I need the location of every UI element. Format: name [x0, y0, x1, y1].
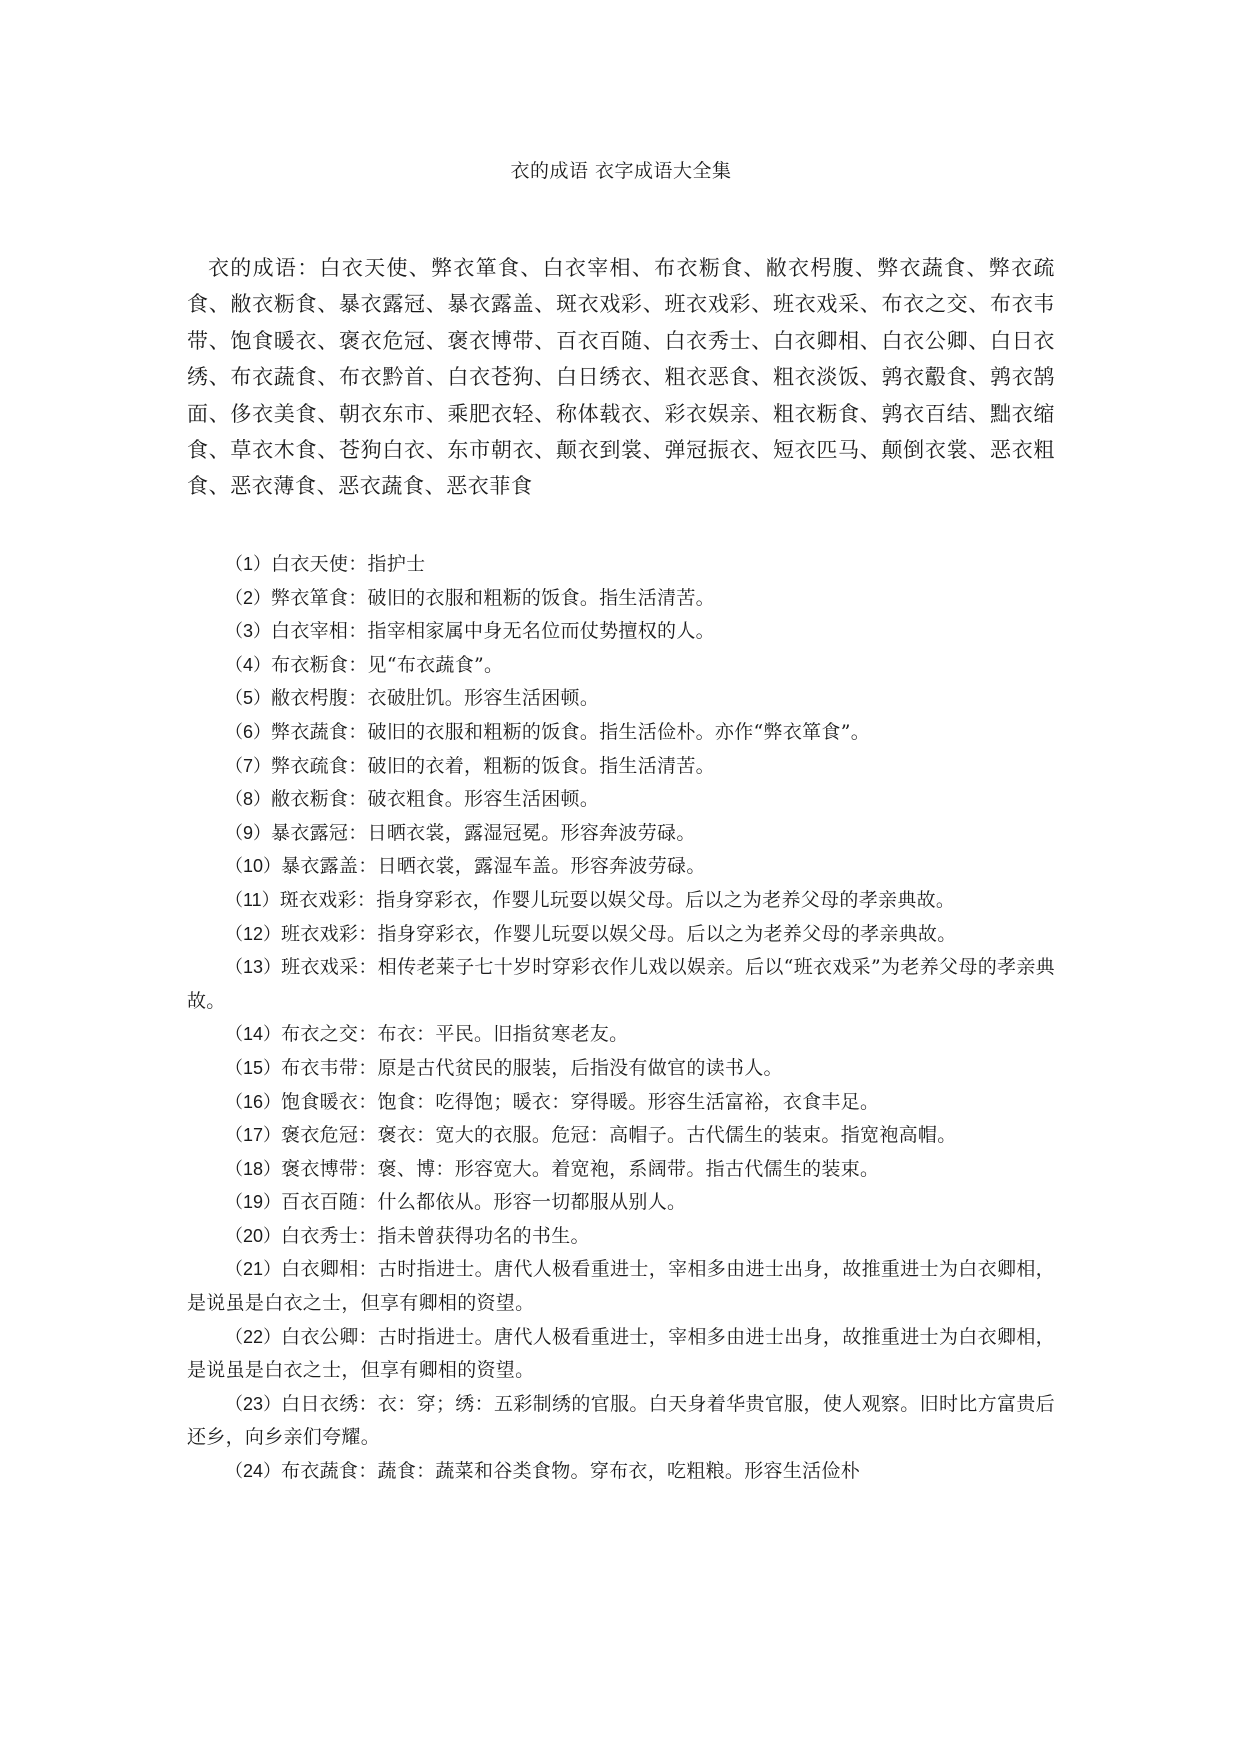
- document-title: 衣的成语 衣字成语大全集: [510, 160, 732, 182]
- entry-number: （2）: [225, 587, 272, 608]
- entry-text: 班衣戏采：相传老莱子七十岁时穿彩衣作儿戏以娱亲。后以“班衣戏采”为老养父母的孝亲典故。: [187, 956, 1055, 1012]
- entry-number: （18）: [225, 1158, 282, 1179]
- idiom-entry: [187, 1253, 1055, 1320]
- entry-text: 白衣卿相：古时指进士。唐代人极看重进士，宰相多由进士出身，故推重进士为白衣卿相，是说虽是白衣之士，但享有卿相的资望。: [187, 1258, 1055, 1315]
- entry-number: （22）: [225, 1326, 282, 1347]
- entry-number: （13）: [225, 957, 282, 978]
- idiom-entry: [187, 1052, 1055, 1086]
- idiom-entry: [187, 951, 1055, 1018]
- entry-text: 白衣公卿：古时指进士。唐代人极看重进士，宰相多由进士出身，故推重进士为白衣卿相，是说虽是白衣之士，但享有卿相的资望。: [187, 1325, 1055, 1382]
- idiom-entry: [187, 1153, 1055, 1187]
- idiom-entry: [187, 817, 1055, 851]
- entry-number: （21）: [225, 1259, 282, 1280]
- entry-text: 白日衣绣：衣：穿；绣：五彩制绣的官服。白天身着华贵官服，使人观察。旧时比方富贵后还乡，向乡亲们夸耀。: [187, 1392, 1055, 1449]
- idiom-entry: [187, 1086, 1055, 1120]
- entry-text: 布衣之交：布衣：平民。旧指贫寒老友。: [281, 1023, 629, 1046]
- entry-number: （15）: [225, 1057, 282, 1078]
- entry-number: （16）: [225, 1091, 282, 1112]
- intro-paragraph: 衣的成语：白衣天使、弊衣箪食、白衣宰相、布衣粝食、敝衣枵腹、弊衣蔬食、弊衣疏食、敝衣粝食、暴衣露冠、暴衣露盖、斑衣戏彩、班衣戏彩、班衣戏采、布衣之交、布衣韦带、饱食暖衣、褒衣危冠、褒衣博带、百衣百随、白衣秀士、白衣卿相、白衣公卿、白日衣绣、布衣蔬食、布衣黔首、白衣苍狗、白日绣衣、粗衣恶食、粗衣淡饭、鹑衣鷇食、鹑衣鹄面、侈衣美食、朝衣东市、乘肥衣轻、称体载衣、彩衣娱亲、粗衣粝食、鹑衣百结、黜衣缩食、草衣木食、苍狗白衣、东市朝衣、颠衣到裳、弹冠振衣、短衣匹马、颠倒衣裳、恶衣粗食、恶衣薄食、恶衣蔬食、恶衣菲食: [187, 256, 1055, 499]
- entry-text: 百衣百随：什么都依从。形容一切都服从别人。: [281, 1191, 687, 1214]
- entry-text: 弊衣箪食：破旧的衣服和粗粝的饭食。指生活清苦。: [271, 586, 715, 609]
- entry-number: （6）: [225, 721, 272, 742]
- idiom-entry: [187, 850, 1055, 884]
- entry-number: （19）: [225, 1192, 282, 1213]
- idiom-entry: [187, 548, 1055, 582]
- entry-number: （12）: [225, 923, 282, 944]
- idiom-entry: [187, 682, 1055, 716]
- entry-number: （5）: [225, 688, 272, 709]
- idiom-entry: [187, 1018, 1055, 1052]
- entry-number: （1）: [225, 554, 272, 574]
- idiom-entry: [187, 649, 1055, 683]
- idiom-entry: [187, 1455, 1055, 1489]
- entry-text: 布衣蔬食：蔬食：蔬菜和谷类食物。穿布衣，吃粗粮。形容生活俭朴: [281, 1460, 861, 1483]
- idiom-entry: [187, 783, 1055, 817]
- idiom-entry: [187, 615, 1055, 649]
- entry-text: 白衣宰相：指宰相家属中身无名位而仗势擅权的人。: [271, 620, 715, 643]
- entry-number: （9）: [225, 822, 272, 843]
- entry-text: 白衣秀士：指未曾获得功名的书生。: [281, 1224, 590, 1247]
- entry-text: 褒衣博带：褒、博：形容宽大。着宽袍，系阔带。指古代儒生的装束。: [281, 1157, 880, 1180]
- idiom-entry: [187, 1119, 1055, 1153]
- entry-number: （10）: [225, 856, 282, 877]
- entry-text: 弊衣蔬食：破旧的衣服和粗粝的饭食。指生活俭朴。亦作“弊衣箪食”。: [271, 720, 871, 743]
- entry-text: 斑衣戏彩：指身穿彩衣，作婴儿玩耍以娱父母。后以之为老养父母的孝亲典故。: [279, 888, 956, 911]
- idiom-entry: [187, 1220, 1055, 1254]
- entry-number: （3）: [225, 621, 272, 642]
- idiom-entry: [187, 582, 1055, 616]
- entry-text: 敝衣枵腹：衣破肚饥。形容生活困顿。: [271, 687, 600, 710]
- entry-number: （11）: [225, 889, 280, 910]
- idiom-list: [187, 548, 1055, 1489]
- entry-text: 敝衣粝食：破衣粗食。形容生活困顿。: [271, 788, 600, 811]
- idiom-entry: [187, 716, 1055, 750]
- entry-number: （4）: [225, 654, 272, 675]
- idiom-entry: [187, 1321, 1055, 1388]
- entry-text: 班衣戏彩：指身穿彩衣，作婴儿玩耍以娱父母。后以之为老养父母的孝亲典故。: [281, 922, 957, 945]
- idiom-entry: [187, 1388, 1055, 1455]
- entry-number: （24）: [225, 1461, 282, 1482]
- entry-number: （14）: [225, 1024, 282, 1045]
- entry-number: （8）: [225, 789, 272, 810]
- entry-number: （17）: [225, 1125, 282, 1146]
- idiom-entry: [187, 750, 1055, 784]
- entry-text: 暴衣露盖：日晒衣裳，露湿车盖。形容奔波劳碌。: [281, 855, 706, 878]
- entry-text: 褒衣危冠：褒衣：宽大的衣服。危冠：高帽子。古代儒生的装束。指宽袍高帽。: [281, 1124, 957, 1147]
- entry-number: （23）: [225, 1393, 282, 1414]
- idiom-entry: [187, 918, 1055, 952]
- entry-text: 布衣韦带：原是古代贫民的服装，后指没有做官的读书人。: [281, 1056, 783, 1079]
- idiom-entry: [187, 1186, 1055, 1220]
- idiom-entry: [187, 884, 1055, 918]
- entry-number: （20）: [225, 1225, 282, 1246]
- entry-text: 暴衣露冠：日晒衣裳，露湿冠冕。形容奔波劳碌。: [271, 821, 696, 844]
- entry-number: （7）: [225, 755, 272, 776]
- entry-text: 弊衣疏食：破旧的衣着，粗粝的饭食。指生活清苦。: [271, 754, 715, 777]
- entry-text: 布衣粝食：见“布衣蔬食”。: [271, 653, 504, 676]
- entry-text: 白衣天使：指护士: [271, 553, 426, 575]
- entry-text: 饱食暖衣：饱食：吃得饱；暖衣：穿得暖。形容生活富裕，衣食丰足。: [281, 1090, 880, 1113]
